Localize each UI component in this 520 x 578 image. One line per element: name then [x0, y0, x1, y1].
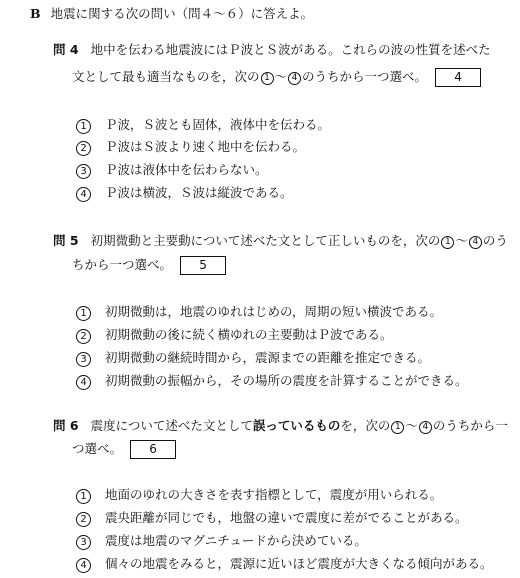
- q6-option-4[interactable]: [76, 555, 493, 573]
- q6-line2: [72, 440, 176, 459]
- q5-option-4-text: 初期微動の振幅から，その場所の震度を計算することができる。: [105, 373, 468, 388]
- q5-option-3[interactable]: [76, 349, 430, 367]
- q6-range-sep: ～: [405, 418, 418, 433]
- q6-line1: [53, 417, 508, 435]
- q6-option-3-text: 震度は地震のマグニチュードから決めている。: [105, 533, 367, 548]
- q4-line1: [53, 41, 491, 59]
- q4-stem-line1: 地中を伝わる地震波にはＰ波とＳ波がある。これらの波の性質を述べた: [90, 42, 491, 57]
- q4-option-2-text: Ｐ波はＳ波より速く地中を伝わる。: [105, 139, 306, 154]
- q4-option-4-number: 4: [76, 187, 91, 202]
- q6-label: 問 6: [53, 418, 79, 433]
- q4-stem-line2-post: のうちから一つ選べ。: [302, 69, 428, 84]
- q6-option-1-text: 地面のゆれの大きさを表す指標として，震度が用いられる。: [105, 487, 443, 502]
- q6-range-to-marker: 4: [419, 421, 432, 434]
- q5-option-3-number: 3: [76, 352, 91, 367]
- section-letter: B: [30, 6, 41, 21]
- q4-range-sep: ～: [274, 69, 288, 84]
- q4-label: 問 4: [53, 42, 79, 57]
- q5-answer-box[interactable]: 5: [180, 256, 226, 275]
- q4-option-2[interactable]: [76, 138, 305, 156]
- q5-option-4-number: 4: [76, 375, 91, 390]
- q4-option-1[interactable]: [76, 116, 330, 134]
- q6-option-3[interactable]: [76, 532, 367, 550]
- q5-label: 問 5: [53, 233, 79, 248]
- q5-stem-line2: ちから一つ選べ。: [72, 257, 173, 272]
- q6-option-1[interactable]: [76, 486, 442, 504]
- q5-option-2-number: 2: [76, 329, 91, 344]
- q5-option-1-text: 初期微動は，地震のゆれはじめの，周期の短い横波である。: [105, 304, 443, 319]
- q4-option-1-number: 1: [76, 119, 91, 134]
- q6-answer-box[interactable]: 6: [130, 440, 176, 459]
- q6-stem-emphasis: 誤っているもの: [252, 418, 341, 433]
- q4-range-from-marker: 1: [261, 72, 274, 85]
- q5-stem-line1-post: のう: [482, 233, 508, 248]
- section-heading: [30, 4, 313, 22]
- q6-option-4-number: 4: [76, 558, 91, 573]
- q4-option-3[interactable]: [76, 161, 268, 179]
- q6-option-1-number: 1: [76, 489, 91, 504]
- q4-line2: [72, 68, 481, 87]
- q5-range-from-marker: 1: [441, 236, 454, 249]
- q6-option-3-number: 3: [76, 535, 91, 550]
- q6-stem-line2: つ選べ。: [72, 441, 123, 456]
- section-title: 地震に関する次の問い（問４～６）に答えよ。: [50, 6, 314, 21]
- q5-line1: [53, 232, 508, 250]
- q4-option-1-text: Ｐ波，Ｓ波とも固体，液体中を伝わる。: [105, 117, 331, 132]
- q6-stem-line1-post: のうちから一: [432, 418, 508, 433]
- q5-option-3-text: 初期微動の継続時間から，震源までの距離を推定できる。: [105, 350, 431, 365]
- q4-option-2-number: 2: [76, 141, 91, 156]
- q5-option-2[interactable]: [76, 326, 393, 344]
- q4-option-3-text: Ｐ波は液体中を伝わらない。: [105, 162, 268, 177]
- q4-option-3-number: 3: [76, 164, 91, 179]
- q4-option-4[interactable]: [76, 184, 293, 202]
- q6-range-from-marker: 1: [391, 421, 404, 434]
- q5-option-1[interactable]: [76, 303, 442, 321]
- q5-line2: [72, 256, 226, 275]
- q5-stem-line1-pre: 初期微動と主要動について述べた文として正しいものを，次の: [90, 233, 441, 248]
- q4-answer-box[interactable]: 4: [435, 68, 481, 87]
- q6-option-2[interactable]: [76, 509, 468, 527]
- q4-option-4-text: Ｐ波は横波，Ｓ波は縦波である。: [105, 185, 293, 200]
- q6-option-2-number: 2: [76, 512, 91, 527]
- q6-stem-line1-pre: 震度について述べた文として: [90, 418, 253, 433]
- q4-range-to-marker: 4: [288, 72, 301, 85]
- q5-option-1-number: 1: [76, 306, 91, 321]
- q6-stem-line1-mid: を，次の: [340, 418, 391, 433]
- q5-option-2-text: 初期微動の後に続く横ゆれの主要動はＰ波である。: [105, 327, 393, 342]
- q6-option-2-text: 震央距離が同じでも，地盤の違いで震度に差がでることがある。: [105, 510, 468, 525]
- q6-option-4-text: 個々の地震をみると，震源に近いほど震度が大きくなる傾向がある。: [105, 556, 493, 571]
- q5-option-4[interactable]: [76, 372, 468, 390]
- q4-stem-line2-pre: 文として最も適当なものを，次の: [72, 69, 260, 84]
- q5-range-to-marker: 4: [469, 236, 482, 249]
- q5-range-sep: ～: [455, 233, 468, 248]
